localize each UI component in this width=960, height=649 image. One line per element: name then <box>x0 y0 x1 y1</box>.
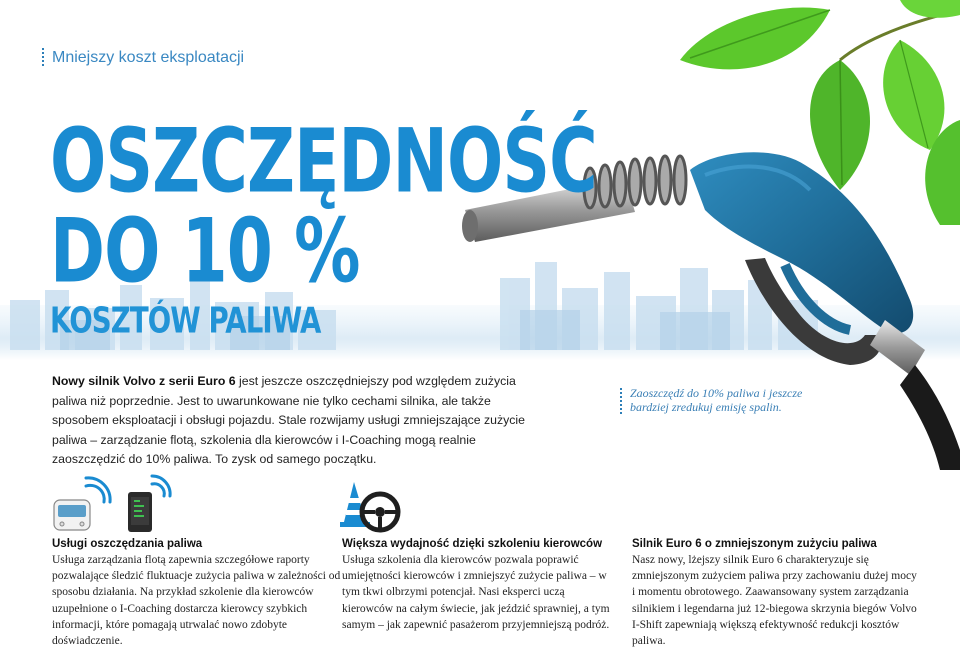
column-text: Usługa szkolenia dla kierowców pozwala poprawić umiejętności kierowców i zmniejszyć zużycie paliwa – w tym tkwi olbrzymi potencjał. Nasi eksperci uczą kierowców na całym świecie, jak jeździć sprawniej, a tym samym – jak zapewnić pasażerom przyjemniejszą podróż. <box>342 554 610 631</box>
dotted-divider <box>620 388 622 416</box>
cone-and-steering-wheel-icon <box>336 478 406 536</box>
column-driver-training <box>342 538 617 633</box>
intro-bold-lead: Nowy silnik Volvo z serii Euro 6 <box>52 374 236 388</box>
column-title: Usługi oszczędzania paliwa <box>52 538 203 550</box>
column-text: Usługa zarządzania flotą zapewnia szczegółowe raporty pozwalające śledzić fluktuacje zużycia paliwa w zależności od sposobu działania. Na przykład szkolenie dla kierowców uzupełnione o I-Coaching dostarcza kierowcy szybkich informacji, które pomagają utrwalać nowo zdobyte doświadczenie. <box>52 554 341 648</box>
bus-and-phone-icon <box>48 472 178 534</box>
column-euro6-engine <box>632 538 922 649</box>
intro-text: jest jeszcze oszczędniejszy pod względem zużycia paliwa niż poprzednie. Jest to uwarunkowane nie tylko cechami silnika, ale także sposobem eksploatacji i obsługi pojazdu. Stale rozwijamy usługi zmniejszające zużycie paliwa – zarządzanie flotą, szkolenia dla kierowców i I-Coaching mogą realnie zaoszczędzić do 10% paliwa. To zysk od samego początku. <box>52 374 525 466</box>
column-title: Większa wydajność dzięki szkoleniu kierowców <box>342 538 603 550</box>
headline-line-3: KOSZTÓW PALIWA <box>50 300 321 342</box>
pull-quote-text: Zaoszczędź do 10% paliwa i jeszcze bardziej zredukuj emisję spalin. <box>630 386 803 414</box>
section-label <box>42 48 244 68</box>
column-title: Silnik Euro 6 o zmniejszonym zużyciu paliwa <box>632 538 877 550</box>
dotted-divider <box>42 48 44 68</box>
column-fuel-services <box>52 538 342 649</box>
section-label-text: Mniejszy koszt eksploatacji <box>52 49 245 66</box>
intro-paragraph <box>52 372 532 470</box>
column-text: Nasz nowy, lżejszy silnik Euro 6 charakteryzuje się zmniejszonym zużyciem paliwa przy zachowaniu dużej mocy i momentu obrotowego. Zaawansowany system zarządzania silnikiem i legendarna już 12-biegowa skrzynia biegów Volvo I-Shift zapewniają większą efektywność redukcji kosztów paliwa. <box>632 554 917 648</box>
pull-quote <box>620 386 820 416</box>
headline-line-1: OSZCZĘDNOŚĆ <box>50 110 597 213</box>
headline-line-2: DO 10 % <box>50 200 360 303</box>
